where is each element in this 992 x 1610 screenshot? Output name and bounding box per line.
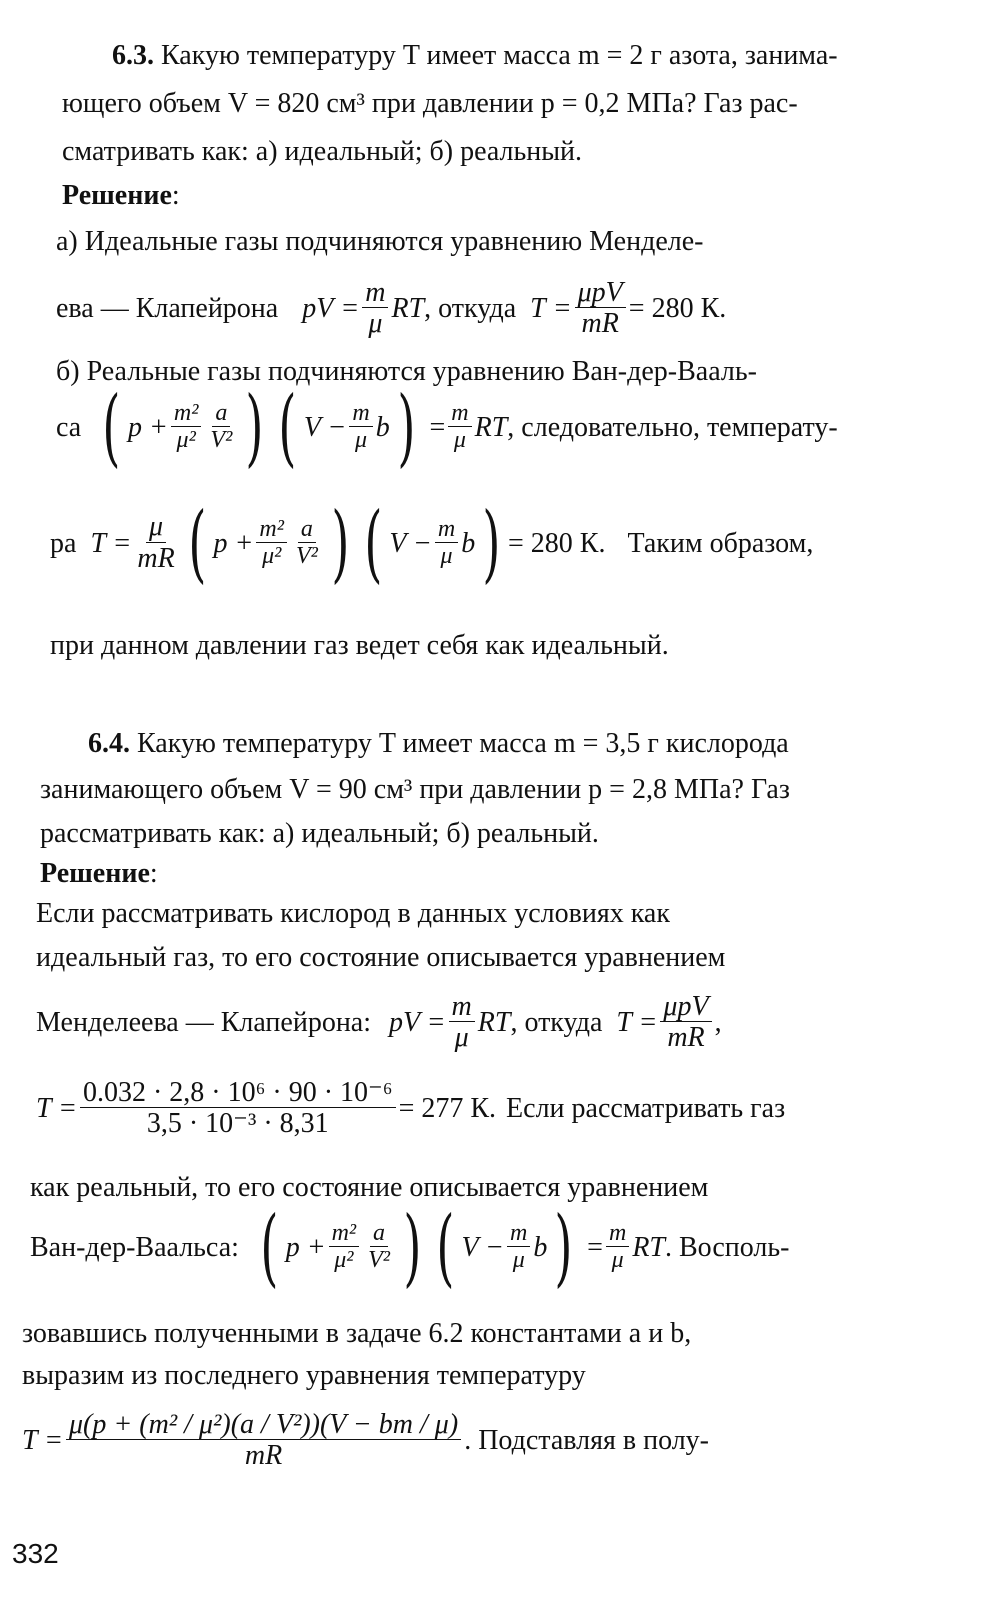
solution-6-3-b-line-1: б) Реальные газы подчиняются уравнению Ван-дер-Вааль- — [56, 356, 757, 387]
temperature-formula-6-3: ра T = $\frac{\mu}{mR}$ ( p + $\frac{\text{m²}}{\text{μ²}}$ $\frac{a}{\text{V²}}$ ) ( V − $\frac{m}{\mu}$ b ) = 280 К. Таким образом, — [50, 494, 814, 592]
mendeleev-clapeyron-6-4: Менделеева — Клапейрона: pV = $\frac{m}{\mu}$ RT , откуда T = $\frac{\text{μpV}}{mR}$ , — [36, 991, 722, 1054]
final-denominator: mR — [244, 1440, 283, 1472]
solution-6-3-a-line-2: ева — Клапейрона pV = $\frac{m}{\mu}$ RT , откуда T = $\frac{\text{μpV}}{mR}$ = 280 К. — [56, 277, 727, 340]
problem-6-3-text-1: Какую температуру T имеет масса m = 2 г азота, занима- — [161, 40, 838, 71]
solution-heading-6-3: Решение: — [62, 180, 180, 211]
solution-6-4-line-8: выразим из последнего уравнения температуру — [22, 1360, 586, 1391]
fraction-mupV-over-mR: $\frac{\text{μpV}}{mR}$ — [575, 278, 626, 341]
problem-6-3-number: 6.3. — [112, 40, 154, 71]
calc-numerator: 0.032 · 2,8 · 10⁶ · 90 · 10⁻⁶ — [80, 1078, 396, 1108]
solution-6-3-conclusion: при данном давлении газ ведет себя как идеальный. — [50, 630, 669, 661]
solution-6-4-line-2: идеальный газ, то его состояние описывается уравнением — [36, 942, 726, 973]
solution-6-4-line-5: как реальный, то его состояние описывается уравнением — [30, 1172, 709, 1203]
solution-heading-6-4: Решение: — [40, 858, 158, 889]
calc-denominator: 3,5 · 10⁻³ · 8,31 — [146, 1108, 329, 1140]
fraction-m-over-mu: $\frac{m}{\mu}$ — [362, 278, 388, 341]
problem-6-3-line-2: ющего объем V = 820 см³ при давлении p = 0,2 МПа? Газ рас- — [62, 88, 798, 119]
solution-6-4-line-7: зовавшись полученными в задаче 6.2 константами a и b, — [22, 1318, 692, 1349]
van-der-waals-equation-6-3: са ( p + $\frac{\text{m²}}{\text{μ²}}$ $\frac{a}{\text{V²}}$ ) ( V − $\frac{m}{\mu}$ b ) = $\frac{m}{\mu}$ RT , следовательно, температу- — [56, 378, 838, 476]
problem-6-3-line-1 — [112, 40, 838, 72]
problem-6-4-line-2: занимающего объем V = 90 см³ при давлении p = 2,8 МПа? Газ — [40, 774, 790, 805]
problem-6-4-number: 6.4. — [88, 728, 130, 759]
page-number: 332 — [12, 1538, 59, 1569]
final-numerator: μ(p + (m² / μ²)(a / V²))(V − bm / μ) — [66, 1410, 461, 1440]
problem-6-4-line-3: рассматривать как: а) идеальный; б) реальный. — [40, 818, 599, 849]
numeric-calculation-6-4: T = $\frac{\text{0.032 · 2,8 · 10⁶ · 90 · 10⁻⁶}}{\text{3,5 · 10⁻³ · 8,31}}$ = 277 К. Если рассматривать газ — [36, 1077, 786, 1140]
problem-6-4-line-1 — [88, 728, 789, 760]
problem-6-3-line-3: сматривать как: а) идеальный; б) реальный. — [62, 136, 583, 167]
van-der-waals-equation-6-4: Ван-дер-Ваальса: ( p + $\frac{\text{m²}}{\text{μ²}}$ $\frac{a}{\text{V²}}$ ) ( V − $\frac{m}{\mu}$ b ) = $\frac{m}{\mu}$ RT . Восполь- — [30, 1198, 790, 1296]
solution-6-4-line-1: Если рассматривать кислород в данных условиях как — [36, 898, 670, 929]
final-temperature-formula-6-4: T = $\frac{\text{μ(p + (m² / μ²)(a / V²))(V − bm / μ)}}{mR}$ . Подставляя в полу- — [22, 1409, 709, 1472]
problem-6-4-text-1: Какую температуру T имеет масса m = 3,5 г кислорода — [137, 728, 789, 759]
calc-result: = 277 К. — [398, 1093, 497, 1125]
solution-6-3-a-line-1: а) Идеальные газы подчиняются уравнению Менделе- — [56, 226, 704, 257]
